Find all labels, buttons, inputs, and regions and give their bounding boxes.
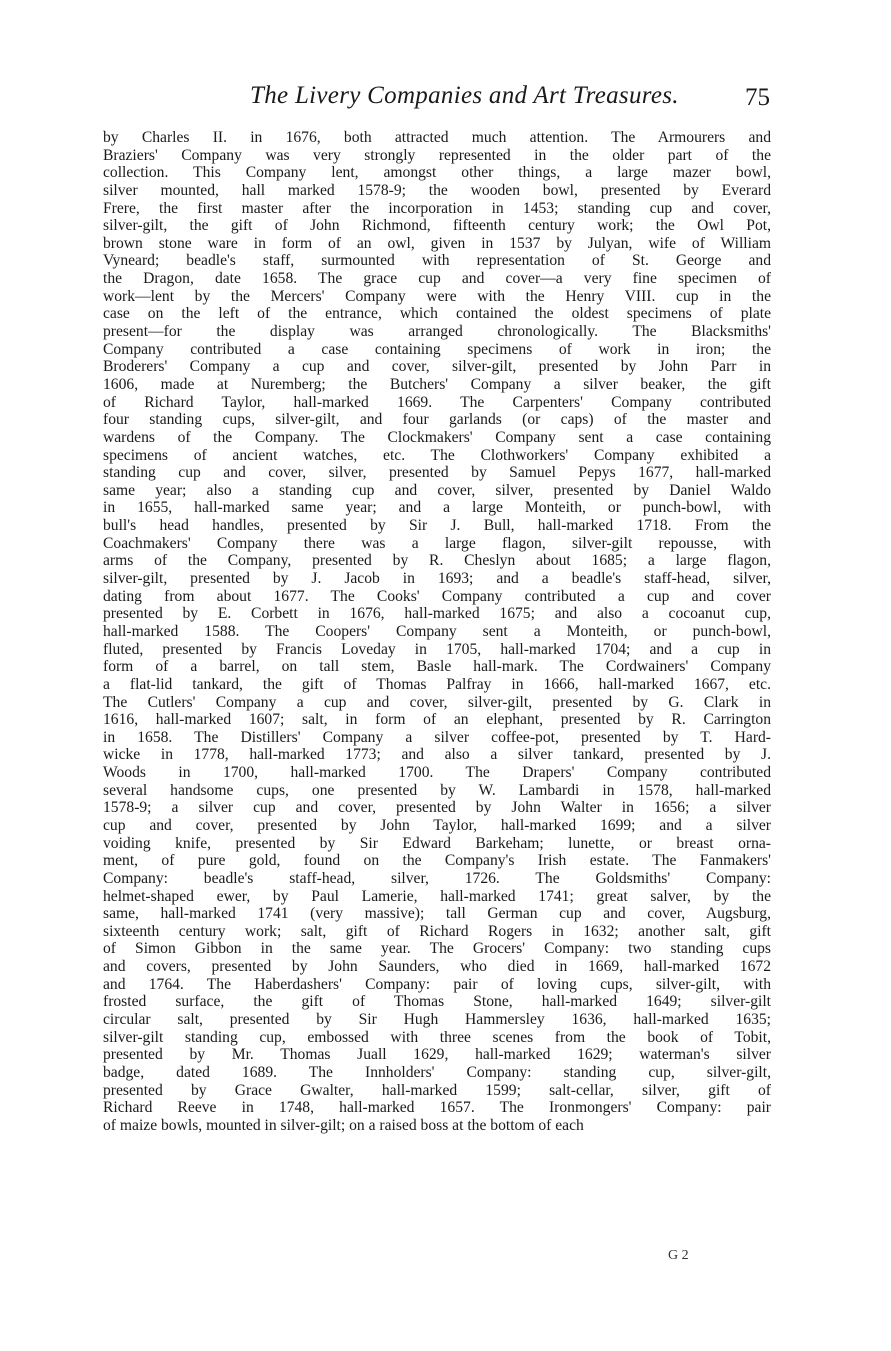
text-line: Company: beadle's staff-head, silver, 1726. The Goldsmiths' Company:	[103, 869, 771, 887]
text-line: arms of the Company, presented by R. Cheslyn about 1685; a large flagon,	[103, 552, 771, 570]
text-line: collection. This Company lent, amongst other things, a large mazer bowl,	[103, 164, 771, 182]
text-line: bull's head handles, presented by Sir J. Bull, hall-marked 1718. From the	[103, 517, 771, 535]
text-line: fluted, presented by Francis Loveday in 1705, hall-marked 1704; and a cup in	[103, 640, 771, 658]
text-line: of Simon Gibbon in the same year. The Grocers' Company: two standing cups	[103, 940, 771, 958]
text-line: cup and cover, presented by John Taylor, hall-marked 1699; and a silver	[103, 816, 771, 834]
text-line: brown stone ware in form of an owl, given in 1537 by Julyan, wife of William	[103, 234, 771, 252]
text-line: four standing cups, silver-gilt, and four garlands (or caps) of the master and	[103, 411, 771, 429]
text-line: Frere, the first master after the incorporation in 1453; standing cup and cover,	[103, 199, 771, 217]
text-line: same, hall-marked 1741 (very massive); tall German cup and cover, Augsburg,	[103, 905, 771, 923]
text-line: same year; also a standing cup and cover, silver, presented by Daniel Waldo	[103, 481, 771, 499]
text-line: hall-marked 1588. The Coopers' Company sent a Monteith, or punch-bowl,	[103, 622, 771, 640]
text-line: silver-gilt, presented by J. Jacob in 1693; and a beadle's staff-head, silver,	[103, 570, 771, 588]
text-line: badge, dated 1689. The Innholders' Company: standing cup, silver-gilt,	[103, 1063, 771, 1081]
text-line: wardens of the Company. The Clockmakers' Company sent a case containing	[103, 428, 771, 446]
text-line: and 1764. The Haberdashers' Company: pair of loving cups, silver-gilt, with	[103, 975, 771, 993]
body-text	[103, 129, 771, 1135]
text-line: sixteenth century work; salt, gift of Richard Rogers in 1632; another salt, gift	[103, 922, 771, 940]
text-line: Vyneard; beadle's staff, surmounted with representation of St. George and	[103, 252, 771, 270]
text-line: case on the left of the entrance, which contained the oldest specimens of plate	[103, 305, 771, 323]
text-line: Richard Reeve in 1748, hall-marked 1657. The Ironmongers' Company: pair	[103, 1099, 771, 1117]
running-title: The Livery Companies and Art Treasures.	[250, 82, 679, 109]
text-line: 1606, made at Nuremberg; the Butchers' Company a silver beaker, the gift	[103, 375, 771, 393]
text-line: dating from about 1677. The Cooks' Company contributed a cup and cover	[103, 587, 771, 605]
text-line: form of a barrel, on tall stem, Basle hall-mark. The Cordwainers' Company	[103, 658, 771, 676]
text-line: presented by Grace Gwalter, hall-marked 1599; salt-cellar, silver, gift of	[103, 1081, 771, 1099]
text-line: voiding knife, presented by Sir Edward Barkeham; lunette, or breast orna-	[103, 834, 771, 852]
text-line: by Charles II. in 1676, both attracted much attention. The Armourers and	[103, 129, 771, 146]
text-line: ment, of pure gold, found on the Company's Irish estate. The Fanmakers'	[103, 852, 771, 870]
text-line: silver mounted, hall marked 1578-9; the wooden bowl, presented by Everard	[103, 181, 771, 199]
text-line: in 1655, hall-marked same year; and a large Monteith, or punch-bowl, with	[103, 499, 771, 517]
text-line: a flat-lid tankard, the gift of Thomas Palfray in 1666, hall-marked 1667, etc.	[103, 675, 771, 693]
text-line: of Richard Taylor, hall-marked 1669. The Carpenters' Company contributed	[103, 393, 771, 411]
text-line: presented by Mr. Thomas Juall 1629, hall-marked 1629; waterman's silver	[103, 1046, 771, 1064]
signature-mark: G 2	[668, 1248, 689, 1263]
text-line: frosted surface, the gift of Thomas Stone, hall-marked 1649; silver-gilt	[103, 993, 771, 1011]
text-line: and covers, presented by John Saunders, who died in 1669, hall-marked 1672	[103, 958, 771, 976]
page-number: 75	[745, 84, 770, 111]
text-line: standing cup and cover, silver, presented by Samuel Pepys 1677, hall-marked	[103, 464, 771, 482]
text-line: Braziers' Company was very strongly represented in the older part of the	[103, 146, 771, 164]
text-line: 1616, hall-marked 1607; salt, in form of an elephant, presented by R. Carrington	[103, 711, 771, 729]
text-line: Coachmakers' Company there was a large flagon, silver-gilt repousse, with	[103, 534, 771, 552]
text-line: silver-gilt, the gift of John Richmond, fifteenth century work; the Owl Pot,	[103, 217, 771, 235]
text-line: the Dragon, date 1658. The grace cup and cover—a very fine specimen of	[103, 270, 771, 288]
text-line: work—lent by the Mercers' Company were with the Henry VIII. cup in the	[103, 287, 771, 305]
text-line: presented by E. Corbett in 1676, hall-marked 1675; and also a cocoanut cup,	[103, 605, 771, 623]
text-line: Woods in 1700, hall-marked 1700. The Drapers' Company contributed	[103, 764, 771, 782]
text-line: wicke in 1778, hall-marked 1773; and also a silver tankard, presented by J.	[103, 746, 771, 764]
text-line: circular salt, presented by Sir Hugh Hammersley 1636, hall-marked 1635;	[103, 1011, 771, 1029]
text-line: specimens of ancient watches, etc. The Clothworkers' Company exhibited a	[103, 446, 771, 464]
text-line: present—for the display was arranged chronologically. The Blacksmiths'	[103, 323, 771, 341]
text-line: The Cutlers' Company a cup and cover, silver-gilt, presented by G. Clark in	[103, 693, 771, 711]
text-line: in 1658. The Distillers' Company a silver coffee-pot, presented by T. Hard-	[103, 728, 771, 746]
text-line: silver-gilt standing cup, embossed with three scenes from the book of Tobit,	[103, 1028, 771, 1046]
text-line: Broderers' Company a cup and cover, silver-gilt, presented by John Parr in	[103, 358, 771, 376]
text-line: 1578-9; a silver cup and cover, presented by John Walter in 1656; a silver	[103, 799, 771, 817]
running-head	[100, 82, 780, 118]
text-line: of maize bowls, mounted in silver-gilt; on a raised boss at the bottom of each	[103, 1116, 584, 1134]
text-line: Company contributed a case containing specimens of work in iron; the	[103, 340, 771, 358]
text-line: helmet-shaped ewer, by Paul Lamerie, hall-marked 1741; great salver, by the	[103, 887, 771, 905]
text-line: several handsome cups, one presented by W. Lambardi in 1578, hall-marked	[103, 781, 771, 799]
